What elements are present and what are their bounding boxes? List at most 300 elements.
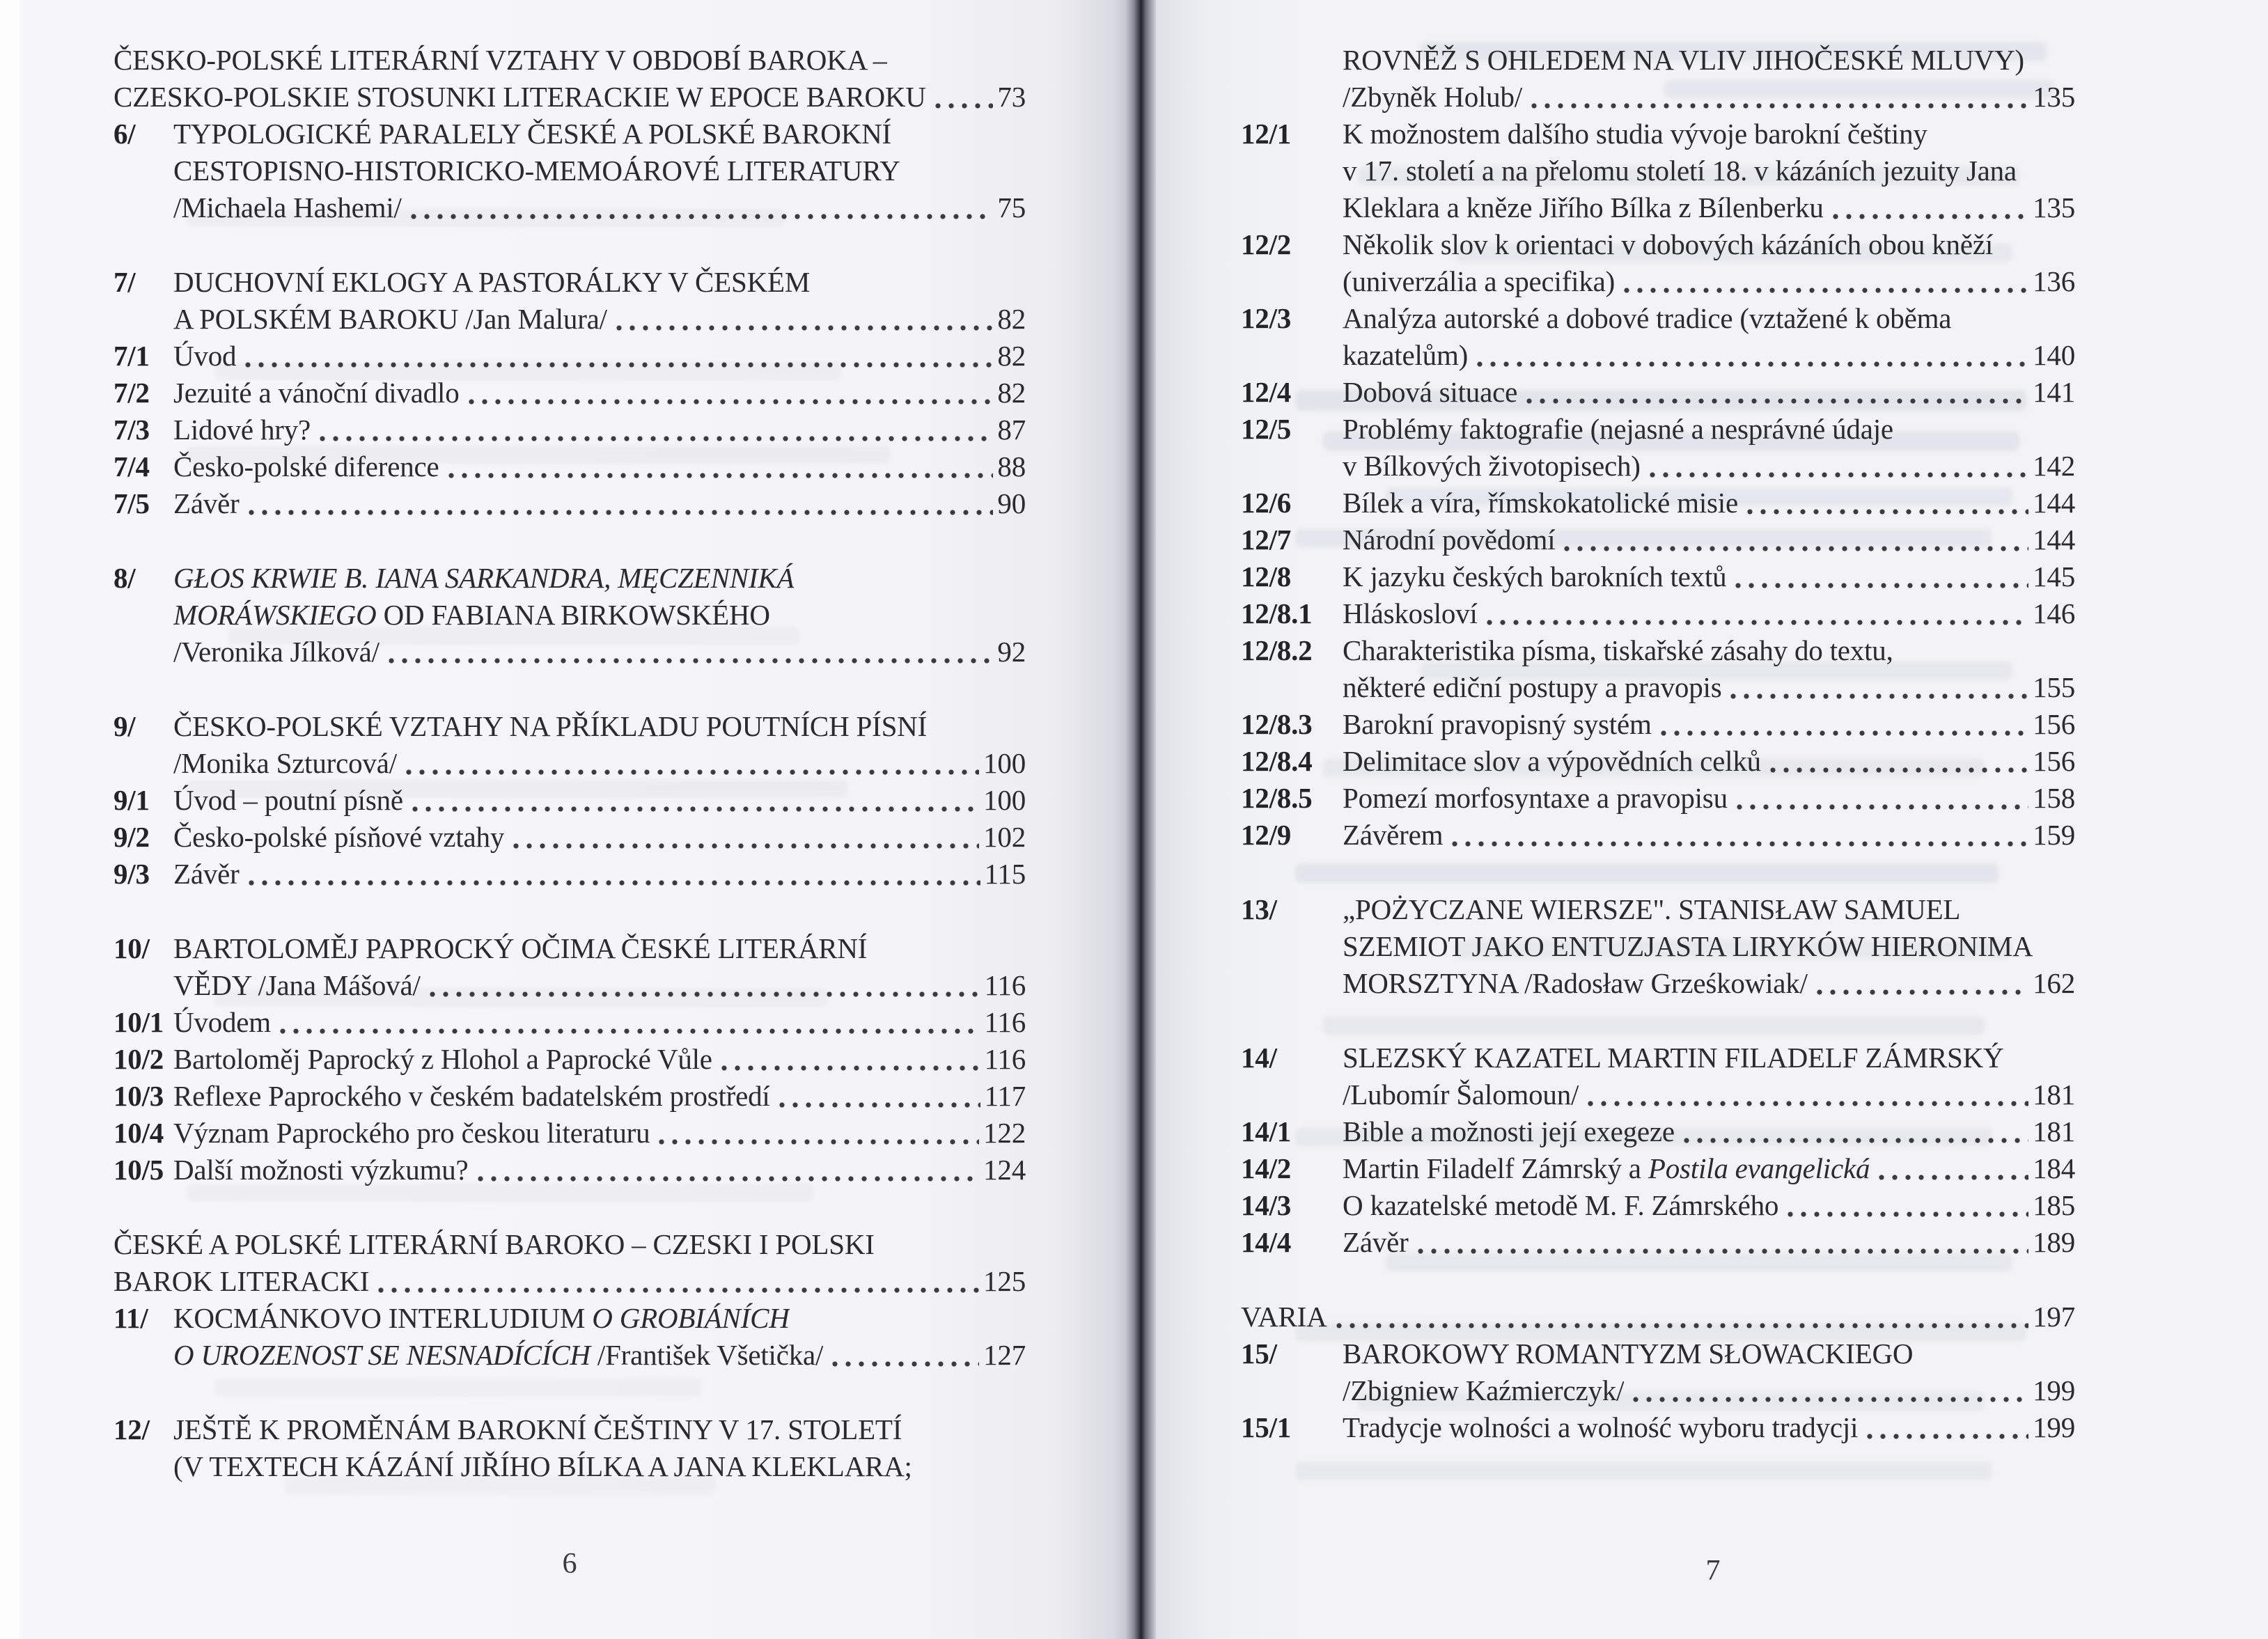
entry-number: 15/ (1241, 1338, 1277, 1370)
toc-line (1241, 1335, 2075, 1372)
entry-number: 15/1 (1241, 1411, 1292, 1443)
toc-entry (114, 264, 1026, 338)
entry-text: Bílek a víra, římskokatolické misie (1343, 487, 1739, 519)
toc-entry (114, 1152, 1026, 1189)
toc-entry (1241, 411, 2075, 485)
dot-leader (721, 1065, 980, 1072)
entry-page-ref: 102 (983, 821, 1026, 853)
entry-page-ref: 145 (2033, 560, 2075, 593)
toc-line (114, 930, 1026, 967)
entry-number: 7/1 (114, 340, 150, 372)
entry-text: /Lubomír Šalomoun/ (1343, 1079, 1579, 1111)
dot-leader (412, 806, 979, 813)
toc-group (1241, 42, 2075, 854)
entry-text: v 17. století a na přelomu století 18. v kázáních jezuity Jana (1343, 155, 2017, 187)
toc-entry (114, 1115, 1026, 1152)
dot-leader (1531, 102, 2028, 109)
toc-line (1241, 152, 2075, 189)
entry-text: Význam Paprockého pro českou literaturu (173, 1117, 650, 1149)
dot-leader (513, 842, 979, 849)
entry-text: Závěrem (1343, 819, 1444, 851)
entry-text: Lidové hry? (173, 414, 311, 446)
toc-line (1241, 780, 2075, 817)
entry-page-ref: 100 (983, 784, 1026, 816)
entry-number: 11/ (114, 1302, 148, 1334)
toc-line (114, 42, 1026, 79)
entry-text: SZEMIOT JAKO ENTUZJASTA LIRYKÓW HIERONIMA (1343, 930, 2033, 962)
entry-text: Několik slov k orientaci v dobových kázáních obou kněží (1343, 228, 1994, 260)
toc-line (114, 1152, 1026, 1189)
dot-leader (1563, 545, 2028, 552)
toc-line (1241, 595, 2075, 632)
toc-line (114, 1004, 1026, 1041)
toc-line (1241, 1299, 2075, 1335)
toc-line (1241, 1113, 2075, 1150)
toc-group (114, 1226, 1026, 1374)
toc-entry (114, 42, 1026, 116)
dot-leader (248, 509, 994, 516)
toc-line (114, 1078, 1026, 1115)
entry-text: BARTOLOMĚJ PAPROCKÝ OČIMA ČESKÉ LITERÁRNÍ (173, 932, 868, 964)
dot-leader (1526, 398, 2028, 405)
toc-line (1241, 891, 2075, 928)
toc-line (114, 264, 1026, 301)
entry-page-ref: 142 (2033, 450, 2075, 482)
entry-text: Závěr (173, 487, 240, 519)
toc-entry (1241, 1150, 2075, 1187)
entry-page-ref: 156 (2033, 745, 2075, 777)
entry-page-ref: 185 (2033, 1189, 2075, 1221)
dot-leader (1417, 1248, 2029, 1255)
toc-group (1241, 1040, 2075, 1261)
dot-leader (1683, 1137, 2028, 1144)
entry-page-ref: 197 (2033, 1301, 2075, 1333)
entry-text: DUCHOVNÍ EKLOGY A PASTORÁLKY V ČESKÉM (173, 266, 811, 298)
entry-page-ref: 116 (984, 969, 1026, 1001)
toc-line (114, 152, 1026, 189)
toc-line (1241, 1076, 2075, 1113)
toc-line (1241, 558, 2075, 595)
toc-entry (1241, 485, 2075, 522)
toc-entry (1241, 632, 2075, 706)
toc-line (1241, 1187, 2075, 1224)
entry-page-ref: 125 (983, 1265, 1026, 1297)
toc-line (1241, 743, 2075, 780)
toc-entry (114, 1041, 1026, 1078)
toc-entry (114, 1004, 1026, 1041)
toc-line (114, 301, 1026, 338)
toc-line (114, 745, 1026, 782)
toc-line (1241, 1040, 2075, 1076)
entry-text: Pomezí morfosyntaxe a pravopisu (1343, 782, 1728, 814)
toc-entry (1241, 595, 2075, 632)
dot-leader (1336, 1322, 2029, 1329)
entry-text: Závěr (1343, 1226, 1409, 1258)
entry-number: 7/4 (114, 450, 150, 483)
entry-page-ref: 159 (2033, 819, 2075, 851)
toc-line (1241, 1150, 2075, 1187)
dot-leader (468, 398, 994, 405)
toc-line (1241, 79, 2075, 116)
entry-text: Kleklara a kněze Jiřího Bílka z Bílenberku (1343, 191, 1824, 224)
toc-entry (1241, 1187, 2075, 1224)
entry-number: 12/8.1 (1241, 597, 1313, 629)
dot-leader (1866, 1433, 2028, 1440)
toc-line (1241, 1224, 2075, 1261)
dot-leader (388, 657, 994, 664)
dot-leader (1587, 1100, 2028, 1107)
entry-number: 9/ (114, 710, 136, 742)
toc-entry (114, 560, 1026, 670)
toc-entry (114, 375, 1026, 411)
entry-number: 12/9 (1241, 819, 1292, 851)
dot-leader (779, 1101, 980, 1108)
toc-entry (114, 856, 1026, 893)
entry-text: v Bílkových životopisech) (1343, 450, 1641, 482)
dot-leader (1649, 471, 2028, 478)
entry-page-ref: 82 (997, 340, 1026, 372)
toc-entry (114, 708, 1026, 782)
entry-page-ref: 144 (2033, 487, 2075, 519)
dot-leader (377, 1287, 979, 1294)
toc-page-right (1156, 0, 2268, 1639)
entry-page-ref: 117 (984, 1080, 1026, 1112)
toc-entry (114, 819, 1026, 856)
entry-text: „POŻYCZANE WIERSZE". STANISŁAW SAMUEL (1343, 893, 1961, 925)
entry-number: 12/6 (1241, 487, 1292, 519)
toc-group (114, 264, 1026, 522)
toc-entry (1241, 1040, 2075, 1113)
entry-page-ref: 135 (2033, 191, 2075, 224)
entry-page-ref: 181 (2033, 1079, 2075, 1111)
toc-line (1241, 337, 2075, 374)
toc-entry (1241, 1113, 2075, 1150)
entry-number: 12/3 (1241, 302, 1292, 334)
toc-line (1241, 632, 2075, 669)
toc-entry (1241, 1335, 2075, 1409)
entry-number: 14/1 (1241, 1115, 1292, 1147)
entry-text: GŁOS KRWIE B. IANA SARKANDRA, MĘCZENNIKÁ (173, 562, 795, 594)
toc-line (1241, 1372, 2075, 1409)
entry-number: 12/4 (1241, 376, 1292, 408)
entry-text: (V TEXTECH KÁZÁNÍ JIŘÍHO BÍLKA A JANA KLEKLARA; (173, 1450, 912, 1482)
entry-number: 12/8.4 (1241, 745, 1313, 777)
entry-text: ČESKO-POLSKÉ LITERÁRNÍ VZTAHY V OBDOBÍ BAROKA – (114, 44, 888, 76)
toc-line (1241, 485, 2075, 522)
dot-leader (429, 991, 980, 998)
entry-page-ref: 144 (2033, 524, 2075, 556)
entry-text: Bible a možnosti její exegeze (1343, 1115, 1675, 1147)
toc-entry (114, 1300, 1026, 1374)
entry-number: 12/5 (1241, 413, 1292, 445)
toc-line (114, 856, 1026, 893)
book-spine (1125, 0, 1156, 1639)
entry-text: /Monika Szturcová/ (173, 747, 397, 779)
toc-line (114, 1448, 1026, 1485)
dot-leader (1623, 287, 2028, 294)
entry-number: 12/8.5 (1241, 782, 1313, 814)
dot-leader (319, 435, 993, 442)
toc-group (114, 42, 1026, 226)
toc-entry (1241, 1409, 2075, 1446)
entry-text: Delimitace slov a výpovědních celků (1343, 745, 1761, 777)
entry-page-ref: 162 (2033, 967, 2075, 999)
toc-line (1241, 42, 2075, 79)
entry-text: /Zbigniew Kaźmierczyk/ (1343, 1374, 1625, 1406)
dot-leader (1735, 582, 2028, 589)
entry-text: Závěr (173, 858, 240, 890)
entry-page-ref: 115 (984, 858, 1026, 890)
entry-text: VARIA (1241, 1301, 1327, 1333)
entry-number: 7/5 (114, 487, 150, 519)
entry-page-ref: 87 (997, 414, 1026, 446)
entry-text: Martin Filadelf Zámrský a Postila evangelická (1343, 1152, 1870, 1184)
toc-line (114, 634, 1026, 670)
toc-group (1241, 1299, 2075, 1446)
entry-number: 7/2 (114, 377, 150, 409)
toc-line (1241, 411, 2075, 448)
scan-left-margin (0, 0, 19, 1639)
entry-text: Jezuité a vánoční divadlo (173, 377, 460, 409)
toc-line (1241, 300, 2075, 337)
entry-number: 7/3 (114, 414, 150, 446)
toc-line (114, 1041, 1026, 1078)
toc-entry (114, 1226, 1026, 1300)
dot-leader (1486, 619, 2028, 626)
page-number-right: 7 (1705, 1555, 1721, 1587)
toc-entry (1241, 891, 2075, 1002)
dot-leader (1816, 989, 2028, 996)
toc-line (1241, 522, 2075, 558)
toc-entry (1241, 706, 2075, 743)
toc-line (1241, 928, 2075, 965)
dot-leader (477, 1175, 980, 1182)
entry-number: 12/2 (1241, 228, 1292, 260)
entry-number: 12/8.2 (1241, 634, 1313, 666)
toc-entry (114, 411, 1026, 448)
entry-text: /Zbyněk Holub/ (1343, 81, 1522, 113)
entry-page-ref: 92 (997, 636, 1026, 668)
toc-entry (1241, 1224, 2075, 1261)
toc-content-right (1241, 42, 2075, 1446)
toc-line (114, 1300, 1026, 1337)
entry-text: ČESKO-POLSKÉ VZTAHY NA PŘÍKLADU POUTNÍCH PÍSNÍ (173, 710, 928, 742)
toc-entry (114, 782, 1026, 819)
toc-entry (1241, 522, 2075, 558)
entry-page-ref: 156 (2033, 708, 2075, 740)
dot-leader (1832, 213, 2028, 220)
toc-entry (114, 1411, 1026, 1485)
toc-line (114, 1263, 1026, 1300)
toc-entry (1241, 42, 2075, 116)
toc-line (114, 411, 1026, 448)
toc-entry (1241, 558, 2075, 595)
toc-line (1241, 1409, 2075, 1446)
dot-leader (1660, 730, 2028, 737)
toc-line (1241, 374, 2075, 411)
dot-leader (1787, 1211, 2028, 1218)
toc-line (1241, 226, 2075, 263)
entry-number: 7/ (114, 266, 136, 298)
entry-page-ref: 88 (997, 450, 1026, 483)
entry-page-ref: 122 (983, 1117, 1026, 1149)
dot-leader (1451, 840, 2028, 847)
toc-line (1241, 706, 2075, 743)
toc-entry (1241, 817, 2075, 854)
toc-line (114, 116, 1026, 152)
entry-page-ref: 189 (2033, 1226, 2075, 1258)
entry-text: CESTOPISNO-HISTORICKO-MEMOÁROVÉ LITERATURY (173, 155, 900, 187)
dot-leader (1632, 1396, 2028, 1403)
entry-number: 10/5 (114, 1154, 164, 1186)
toc-line (114, 782, 1026, 819)
entry-text: A POLSKÉM BAROKU /Jan Malura/ (173, 303, 607, 335)
toc-line (114, 819, 1026, 856)
entry-text: Problémy faktografie (nejasné a nesprávné údaje (1343, 413, 1893, 445)
entry-page-ref: 155 (2033, 671, 2075, 703)
toc-line (1241, 817, 2075, 854)
entry-text: Úvod – poutní písně (173, 784, 403, 816)
toc-line (114, 189, 1026, 226)
dot-leader (405, 769, 979, 776)
entry-number: 9/3 (114, 858, 150, 890)
entry-text: Úvodem (173, 1006, 271, 1038)
toc-line (1241, 116, 2075, 152)
entry-number: 14/3 (1241, 1189, 1292, 1221)
dot-leader (658, 1138, 979, 1145)
toc-page-left (19, 0, 1125, 1639)
toc-entry (114, 930, 1026, 1004)
dot-leader (934, 102, 994, 109)
dot-leader (1769, 767, 2028, 774)
entry-page-ref: 100 (983, 747, 1026, 779)
entry-number: 10/4 (114, 1117, 164, 1149)
entry-number: 14/ (1241, 1042, 1277, 1074)
entry-text: Hláskosloví (1343, 597, 1478, 629)
entry-text: TYPOLOGICKÉ PARALELY ČESKÉ A POLSKÉ BAROKNÍ (173, 118, 891, 150)
toc-group (114, 708, 1026, 893)
entry-text: Analýza autorské a dobové tradice (vztažené k oběma (1343, 302, 1952, 334)
toc-line (114, 448, 1026, 485)
entry-text: JEŠTĚ K PROMĚNÁM BAROKNÍ ČEŠTINY V 17. STOLETÍ (173, 1413, 902, 1445)
toc-group (114, 560, 1026, 670)
toc-line (114, 967, 1026, 1004)
toc-line (114, 338, 1026, 375)
entry-page-ref: 199 (2033, 1411, 2075, 1443)
entry-number: 8/ (114, 562, 136, 594)
toc-entry (1241, 1299, 2075, 1335)
entry-number: 12/8.3 (1241, 708, 1313, 740)
toc-line (114, 1226, 1026, 1263)
entry-text: K možnostem dalšího studia vývoje barokní češtiny (1343, 118, 1927, 150)
entry-text: ČESKÉ A POLSKÉ LITERÁRNÍ BAROKO – CZESKI I POLSKI (114, 1228, 875, 1260)
entry-text: některé ediční postupy a pravopis (1343, 671, 1722, 703)
entry-text: Česko-polské diference (173, 450, 439, 483)
entry-page-ref: 73 (997, 81, 1026, 113)
entry-page-ref: 116 (984, 1006, 1026, 1038)
toc-line (1241, 189, 2075, 226)
entry-text: VĚDY /Jana Mášová/ (173, 969, 421, 1001)
entry-text: BAROK LITERACKI (114, 1265, 370, 1297)
entry-number: 12/1 (1241, 118, 1292, 150)
toc-line (114, 560, 1026, 597)
toc-line (1241, 448, 2075, 485)
entry-number: 14/4 (1241, 1226, 1292, 1258)
dot-leader (1736, 803, 2028, 810)
entry-number: 9/1 (114, 784, 150, 816)
toc-entry (114, 116, 1026, 226)
entry-number: 14/2 (1241, 1152, 1292, 1184)
entry-text: kazatelům) (1343, 339, 1469, 371)
entry-text: O UROZENOST SE NESNADÍCÍCH /František Všetička/ (173, 1339, 824, 1371)
entry-page-ref: 124 (983, 1154, 1026, 1186)
toc-line (114, 1115, 1026, 1152)
entry-text: MORSZTYNA /Radosław Grześkowiak/ (1343, 967, 1808, 999)
entry-text: K jazyku českých barokních textů (1343, 560, 1727, 593)
entry-page-ref: 184 (2033, 1152, 2075, 1184)
toc-line (114, 597, 1026, 634)
bleedthrough-ghost (1295, 1462, 1992, 1480)
toc-line (114, 375, 1026, 411)
entry-text: /Michaela Hashemi/ (173, 191, 402, 224)
entry-number: 13/ (1241, 893, 1277, 925)
dot-leader (448, 472, 994, 479)
dot-leader (248, 879, 980, 886)
toc-line (114, 485, 1026, 522)
entry-text: KOCMÁNKOVO INTERLUDIUM O GROBIÁNÍCH (173, 1302, 790, 1334)
toc-group (114, 1411, 1026, 1485)
entry-text: Dobová situace (1343, 376, 1518, 408)
dot-leader (1746, 508, 2028, 515)
entry-text: Další možnosti výzkumu? (173, 1154, 469, 1186)
entry-text: Reflexe Paprockého v českém badatelském prostředí (173, 1080, 770, 1112)
entry-number: 10/ (114, 932, 150, 964)
entry-number: 12/ (114, 1413, 150, 1445)
entry-text: /Veronika Jílková/ (173, 636, 380, 668)
entry-text: BAROKOWY ROMANTYZM SŁOWACKIEGO (1343, 1338, 1914, 1370)
entry-text: Národní povědomí (1343, 524, 1556, 556)
entry-page-ref: 82 (997, 303, 1026, 335)
entry-text: (univerzália a specifika) (1343, 265, 1616, 297)
dot-leader (831, 1360, 979, 1367)
entry-text: Česko-polské písňové vztahy (173, 821, 505, 853)
dot-leader (1476, 361, 2028, 368)
dot-leader (279, 1028, 980, 1035)
entry-number: 12/7 (1241, 524, 1292, 556)
entry-text: MORÁWSKIEGO OD FABIANA BIRKOWSKÉHO (173, 599, 770, 631)
entry-page-ref: 141 (2033, 376, 2075, 408)
page-number-left: 6 (562, 1548, 577, 1580)
entry-page-ref: 158 (2033, 782, 2075, 814)
entry-page-ref: 140 (2033, 339, 2075, 371)
entry-page-ref: 135 (2033, 81, 2075, 113)
dot-leader (1730, 693, 2028, 700)
dot-leader (410, 213, 994, 220)
toc-line (1241, 263, 2075, 300)
toc-entry (1241, 300, 2075, 374)
toc-entry (1241, 743, 2075, 780)
entry-page-ref: 136 (2033, 265, 2075, 297)
toc-content-left (114, 42, 1026, 1485)
toc-entry (114, 338, 1026, 375)
entry-text: Tradycje wolności a wolność wyboru tradycji (1343, 1411, 1859, 1443)
toc-line (114, 79, 1026, 116)
entry-text: ROVNĚŽ S OHLEDEM NA VLIV JIHOČESKÉ MLUVY) (1343, 44, 2024, 76)
entry-page-ref: 82 (997, 377, 1026, 409)
toc-entry (1241, 116, 2075, 226)
entry-number: 10/1 (114, 1006, 164, 1038)
entry-text: Barokní pravopisný systém (1343, 708, 1652, 740)
